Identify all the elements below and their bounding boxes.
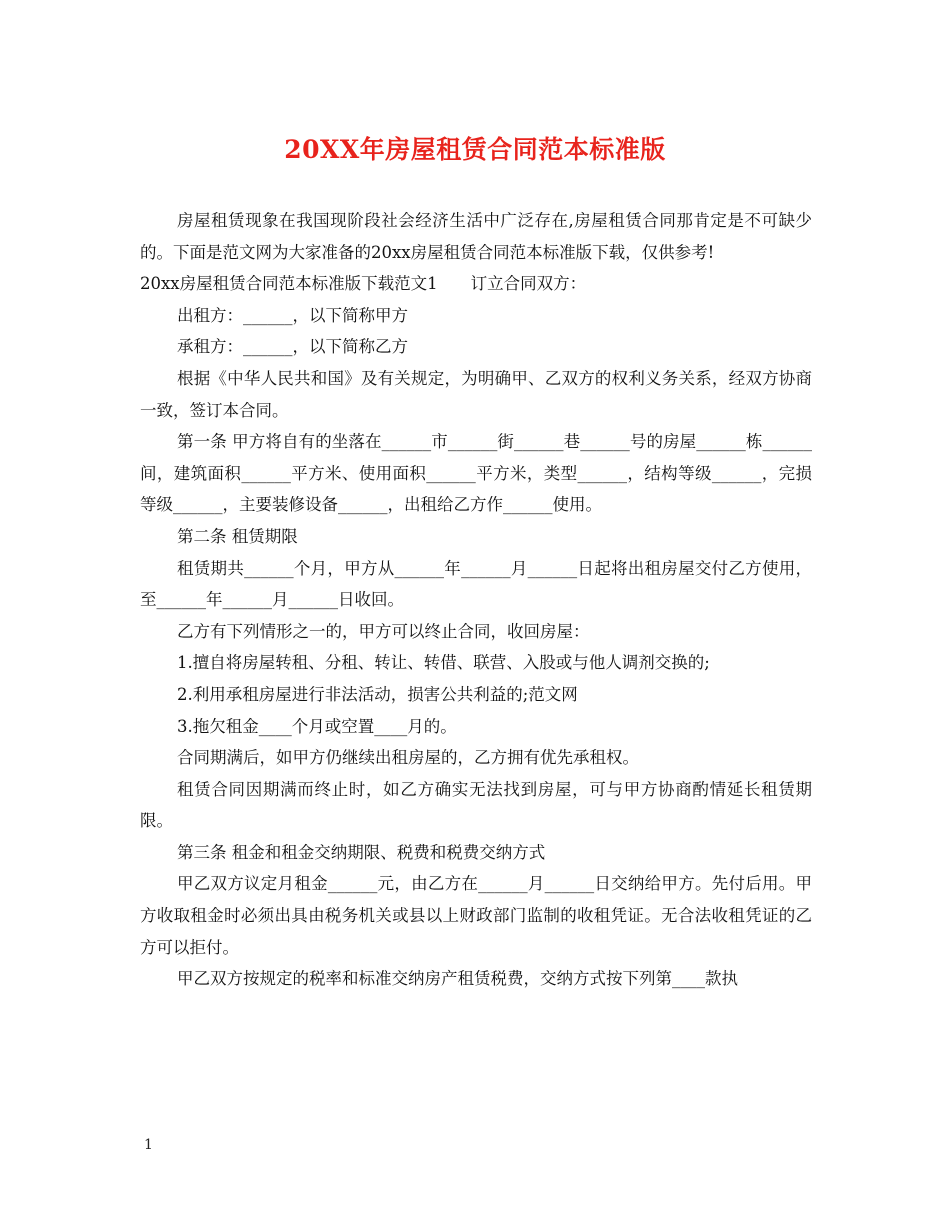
paragraph-article-3-heading: 第三条 租金和租金交纳期限、税费和税费交纳方式 [177,842,546,862]
paragraph-intro: 房屋租赁现象在我国现阶段社会经济生活中广泛存在,房屋租赁合同那肯定是不可缺少的。下面是范文网为大家准备的20xx房屋租赁合同范本标准版下载，仅供参考! [140,211,812,262]
paragraph-article-2-heading: 第二条 租赁期限 [177,526,298,546]
list-item-1: 1.擅自将房屋转租、分租、转让、转借、联营、入股或与他人调剂交换的; [177,653,710,673]
paragraph-lease-term: 租赁期共______个月，甲方从______年______月______日起将出租房屋交付乙方使用，至______年______月______日收回。 [140,558,812,610]
list-item-2: 2.利用承租房屋进行非法活动，损害公共利益的;范文网 [177,684,578,704]
list-item-3: 3.拖欠租金____个月或空置____月的。 [177,716,457,736]
paragraph-article-1: 第一条 甲方将自有的坐落在______市______街______巷______号的房屋______栋______间，建筑面积______平方米、使用面积______平方米，类型______，结构等级______，完损等级______，主要装修设备______，出租给乙方作______使用。 [140,432,812,515]
paragraph-rent: 甲乙双方议定月租金______元，由乙方在______月______日交纳给甲方。先付后用。甲方收取租金时必须出具由税务机关或县以上财政部门监制的收租凭证。无合法收租凭证的乙方可以拒付。 [140,874,812,957]
paragraph-termination-intro: 乙方有下列情形之一的，甲方可以终止合同，收回房屋： [177,621,590,641]
paragraph-lessee: 承租方：______，以下简称乙方 [177,337,408,357]
page-number: 1 [144,1137,153,1153]
paragraph-basis: 根据《中华人民共和国》及有关规定，为明确甲、乙双方的权利义务关系，经双方协商一致，签订本合同。 [140,368,812,420]
document-title: 20XX年房屋租赁合同范本标准版 [284,135,666,164]
paragraph-priority: 合同期满后，如甲方仍继续出租房屋的，乙方拥有优先承租权。 [177,748,639,768]
document-body [140,205,812,995]
paragraph-extension: 租赁合同因期满而终止时，如乙方确实无法找到房屋，可与甲方协商酌情延长租赁期限。 [140,779,812,831]
paragraph-lessor: 出租方：______，以下简称甲方 [177,305,408,325]
paragraph-section-heading: 20xx房屋租赁合同范本标准版下载范文1 订立合同双方： [140,274,587,294]
paragraph-tax: 甲乙双方按规定的税率和标准交纳房产租赁税费，交纳方式按下列第____款执 [177,969,738,989]
